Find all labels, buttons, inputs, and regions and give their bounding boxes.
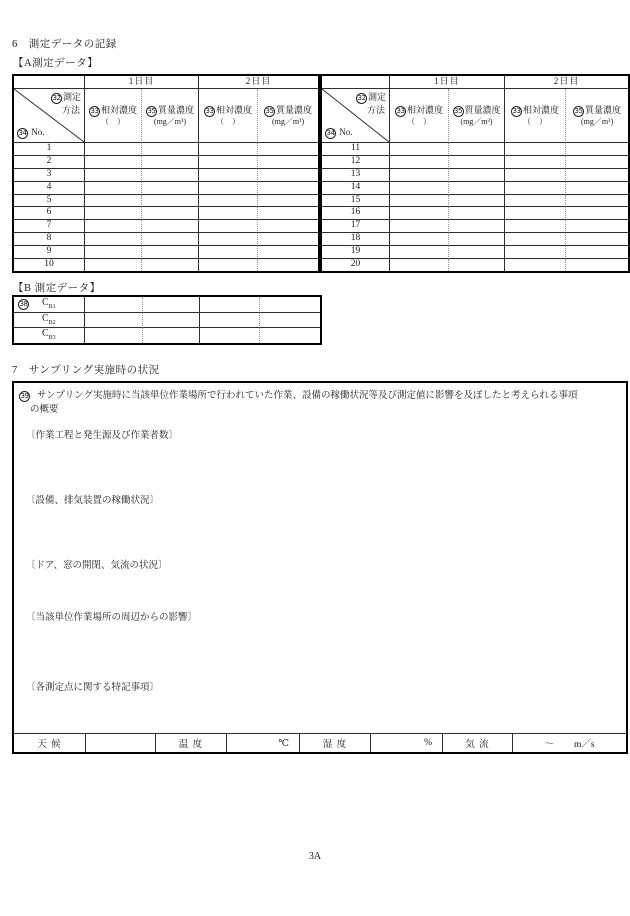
relative-value-cell-day2 [199,220,258,233]
row-number: 12 [322,156,390,169]
page-number: 3A [308,851,322,862]
b-value-cell [260,297,320,313]
method-header: 32 測定 [357,92,386,102]
relative-value-cell-day1 [390,220,449,233]
method-no-diagonal-cell [14,89,85,143]
humidity-unit-cell: % [370,734,442,752]
mass-value-cell-day2 [566,259,628,271]
relative-value-cell-day2 [505,156,566,169]
mass-value-cell-day2 [258,233,318,246]
section6-heading: 6 測定データの記録 [12,39,117,50]
no-header: 34 No. [326,127,353,137]
a-measurement-table-left [12,74,320,273]
b-badge: 38 [19,300,28,308]
measurement-row [322,182,628,195]
item-special-notes: 〔各測定点に関する特記事項〕 [26,683,160,693]
summary-line2: の概要 [30,405,59,415]
mass-value-cell-day2 [566,182,628,195]
relative-value-cell-day1 [85,207,142,220]
mass-value-cell-day1 [449,143,505,156]
method-header-line2: 方法 [61,105,80,115]
relative-value-cell-day2 [199,169,258,182]
relative-value-cell-day1 [390,195,449,208]
b-value-cell [200,297,260,313]
measurement-row [14,156,318,169]
relative-value-cell-day1 [390,207,449,220]
relative-value-cell-day2 [199,182,258,195]
relative-value-cell-day2 [199,233,258,246]
b-value-cell [85,297,143,313]
relative-value-cell-day2 [199,143,258,156]
relative-value-cell-day1 [85,246,142,259]
corner-cell [322,76,390,89]
relative-concentration-header-day1: 33 相対濃度 （ ） [85,89,142,143]
mass-value-cell-day2 [258,169,318,182]
day-group-header-row [322,76,628,89]
relative-concentration-header-day1: 33 相対濃度 （ ） [390,89,449,143]
method-header: 32 測定 [52,92,81,102]
relative-value-cell-day2 [199,156,258,169]
day1-header: 1日目 [390,76,505,89]
measurement-row [322,143,628,156]
row-number: 17 [322,220,390,233]
mass-badge: 35 [574,106,583,115]
measurement-row [14,182,318,195]
corner-cell [14,76,85,89]
section7-heading: 7 サンプリング実施時の状況 [12,365,160,376]
mass-value-cell-day2 [566,156,628,169]
mass-value-cell-day1 [142,169,199,182]
mass-value-cell-day1 [142,220,199,233]
relative-concentration-header-day2: 33 相対濃度 （ ） [505,89,566,143]
day-group-header-row [14,76,318,89]
row-number: 7 [14,220,85,233]
relative-value-cell-day1 [85,195,142,208]
mass-value-cell-day1 [142,246,199,259]
mass-value-cell-day2 [258,156,318,169]
column-header-row [322,89,628,143]
relative-value-cell-day2 [505,207,566,220]
row-number: 9 [14,246,85,259]
mass-value-cell-day2 [258,259,318,271]
mass-value-cell-day2 [258,143,318,156]
measurement-row [322,156,628,169]
mass-value-cell-day1 [449,259,505,271]
mass-value-cell-day1 [142,195,199,208]
cb3-label-cell [14,328,85,343]
relative-value-cell-day1 [85,220,142,233]
relative-badge: 33 [90,106,99,115]
row-number: 16 [322,207,390,220]
measurement-row [322,169,628,182]
mass-value-cell-day1 [449,169,505,182]
row-number: 5 [14,195,85,208]
mass-value-cell-day1 [142,156,199,169]
relative-value-cell-day2 [199,207,258,220]
mass-badge: 35 [454,106,462,115]
row-number: 20 [322,259,390,271]
measurement-row [14,169,318,182]
mass-concentration-header-day1: 35 質量濃度 (mg／m³) [449,89,505,143]
measurement-row [322,259,628,271]
day2-header: 2日目 [199,76,318,89]
relative-value-cell-day2 [505,233,566,246]
airflow-tilde: ～ [544,740,554,750]
item-equipment-exhaust: 〔設備、排気装置の稼働状況〕 [26,496,160,506]
mass-value-cell-day1 [142,182,199,195]
b-value-cell [200,328,260,343]
relative-value-cell-day2 [505,182,566,195]
item-surrounding-effect: 〔当該単位作業場所の周辺からの影響〕 [26,613,198,623]
mass-concentration-header-day2: 35 質量濃度 (mg／m³) [566,89,628,143]
method-badge: 32 [357,94,366,102]
item-work-process: 〔作業工程と発生源及び作業者数〕 [26,431,179,441]
b-value-cell [143,297,200,313]
relative-value-cell-day1 [390,259,449,271]
row-number: 4 [14,182,85,195]
row-number: 14 [322,182,390,195]
relative-value-cell-day1 [85,169,142,182]
row-number: 13 [322,169,390,182]
b-value-cell [85,328,143,343]
row-number: 3 [14,169,85,182]
mass-value-cell-day1 [449,246,505,259]
row-number: 8 [14,233,85,246]
relative-badge: 33 [396,106,405,115]
relative-value-cell-day1 [390,169,449,182]
mass-value-cell-day1 [142,207,199,220]
relative-value-cell-day1 [85,156,142,169]
cb2-symbol: $C_{B2}$ [42,312,56,326]
mass-value-cell-day1 [449,195,505,208]
airflow-label: 気 流 [442,734,512,752]
b-value-cell [260,313,320,329]
mass-value-cell-day2 [566,246,628,259]
mass-value-cell-day2 [566,233,628,246]
weather-label: 天 候 [37,740,62,750]
relative-value-cell-day1 [85,182,142,195]
mass-concentration-header-day2: 35 質量濃度 (mg／m³) [258,89,318,143]
relative-value-cell-day2 [505,246,566,259]
mass-value-cell-day2 [566,169,628,182]
cb1-row [14,297,320,313]
no-badge: 34 [326,129,335,137]
method-header-line2: 方法 [366,105,385,115]
relative-value-cell-day1 [390,182,449,195]
row-number: 11 [322,143,390,156]
mass-badge: 35 [147,106,156,115]
measurement-row [322,233,628,246]
row-number: 18 [322,233,390,246]
summary-badge: 39 [20,392,29,400]
mass-value-cell-day2 [258,195,318,208]
mass-value-cell-day1 [449,207,505,220]
b-value-cell [85,313,143,329]
row-number: 10 [14,259,85,271]
column-header-row [14,89,318,143]
measurement-row [14,195,318,208]
a-measurement-table-right [320,74,630,273]
relative-value-cell-day1 [85,259,142,271]
measurement-row [14,246,318,259]
b-section-label: 【B 測定データ】 [13,283,101,294]
b-value-cell [260,328,320,343]
no-header: 34 No. [18,127,45,137]
method-no-diagonal-cell [322,89,390,143]
measurement-row [14,143,318,156]
measurement-row [322,246,628,259]
relative-value-cell-day1 [390,233,449,246]
mass-value-cell-day1 [449,182,505,195]
mass-value-cell-day1 [449,156,505,169]
relative-value-cell-day2 [505,259,566,271]
measurement-row [14,259,318,271]
mass-badge: 35 [265,106,274,115]
relative-value-cell-day1 [390,143,449,156]
relative-value-cell-day2 [505,143,566,156]
mass-value-cell-day2 [566,195,628,208]
weather-conditions-row [14,733,626,752]
b-value-cell [143,328,200,343]
relative-value-cell-day1 [390,156,449,169]
relative-value-cell-day1 [85,143,142,156]
weather-value-cell [85,734,155,752]
relative-value-cell-day2 [199,195,258,208]
mass-value-cell-day1 [142,143,199,156]
cb2-row [14,313,320,329]
summary-line1: 39 サンプリング実施時に当該単位作業場所で行われていた作業、設備の稼働状況等及び測定値に影響を及ぼしたと考えられる事項 [20,391,578,401]
mass-value-cell-day2 [258,220,318,233]
relative-value-cell-day1 [390,246,449,259]
cb2-label-cell [14,313,85,329]
relative-value-cell-day2 [505,169,566,182]
row-number: 19 [322,246,390,259]
mass-value-cell-day2 [566,220,628,233]
relative-concentration-header-day2: 33 相対濃度 （ ） [199,89,258,143]
mass-concentration-header-day1: 35 質量濃度 (mg／m³) [142,89,199,143]
humidity-label: 湿 度 [299,734,370,752]
measurement-row [14,220,318,233]
measurement-row [14,207,318,220]
day2-header: 2日目 [505,76,628,89]
cb3-symbol: $C_{B3}$ [42,328,56,341]
row-number: 6 [14,207,85,220]
airflow-unit: m／s [573,740,595,750]
mass-value-cell-day1 [449,220,505,233]
item-door-window-airflow: 〔ドア、窓の開閉、気流の状況〕 [26,561,168,571]
measurement-row [322,220,628,233]
airflow-range-cell [512,734,626,752]
relative-value-cell-day2 [199,246,258,259]
temperature-unit-cell: ℃ [226,734,299,752]
relative-value-cell-day2 [199,259,258,271]
mass-value-cell-day2 [258,207,318,220]
relative-value-cell-day1 [85,233,142,246]
row-number: 15 [322,195,390,208]
relative-value-cell-day2 [505,220,566,233]
mass-value-cell-day2 [566,143,628,156]
cb1-label-cell [14,297,85,313]
day1-header: 1日目 [85,76,199,89]
mass-value-cell-day1 [142,259,199,271]
b-value-cell [143,313,200,329]
a-section-label: 【A測定データ】 [13,58,99,69]
measurement-row [14,233,318,246]
relative-badge: 33 [205,106,214,115]
row-number: 1 [14,143,85,156]
temperature-label: 温 度 [155,734,226,752]
mass-value-cell-day2 [258,182,318,195]
mass-value-cell-day1 [142,233,199,246]
mass-value-cell-day2 [258,246,318,259]
mass-value-cell-day1 [449,233,505,246]
measurement-row [322,207,628,220]
mass-value-cell-day2 [566,207,628,220]
method-badge: 32 [52,94,61,102]
row-number: 2 [14,156,85,169]
relative-badge: 33 [512,106,521,115]
measurement-row [322,195,628,208]
b-value-cell [200,313,260,329]
cb1-symbol: $C_{B1}$ [42,297,56,310]
no-badge: 34 [18,129,27,137]
cb3-row [14,328,320,343]
relative-value-cell-day2 [505,195,566,208]
sampling-conditions-box [12,381,628,754]
b-measurement-table [12,295,322,345]
